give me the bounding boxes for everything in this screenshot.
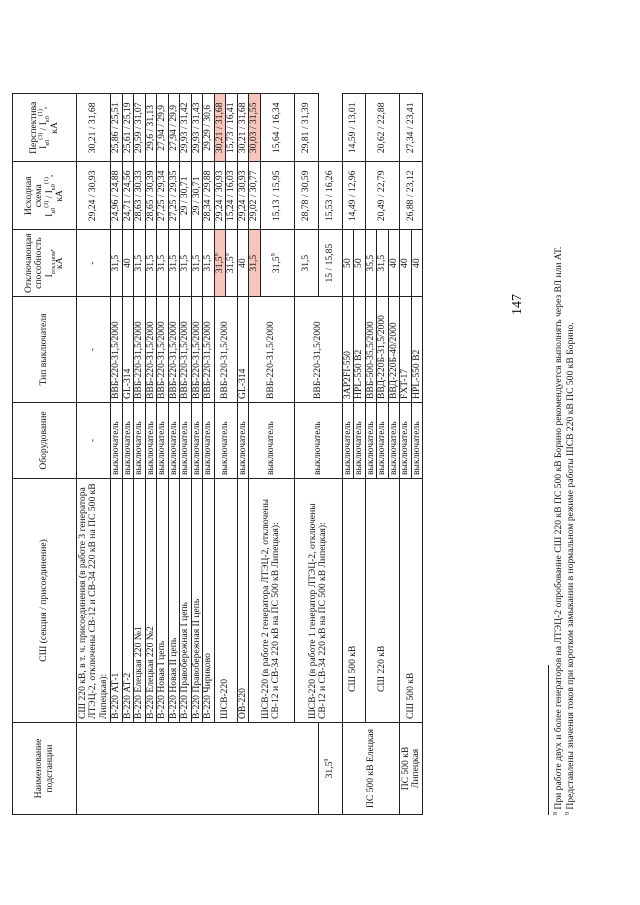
cell-initial: 28,65 / 30,39 [145,162,157,230]
header-initial-formula: $I_{к0}^{(3)} / I_{к0}^{(1)}$, [43,174,57,217]
cell-initial: 29,24 / 30,93 [77,162,111,230]
table-row [249,94,261,815]
cell-capacity: 40 [411,230,423,297]
cell-section: В-220 Новая I цепь [157,479,169,723]
cell-capacity: 31,5 [180,230,192,297]
cell-prospect: 15,64 / 16,34 [260,94,294,162]
cell-switch-type: 3AP2FI-550 [342,297,354,403]
cell-section: В-220 Правобережная II цепь [191,479,203,723]
table-row [134,94,146,815]
cell-capacity: 50 [354,230,366,297]
cell-section: СШ 500 кВ [342,479,365,723]
cell-capacity: 40 [400,230,412,297]
cell-capacity: 31,5 [111,230,123,297]
cell-capacity: 31,5 [134,230,146,297]
cell-initial: 15 / 15,85 [318,230,342,297]
cell-initial: 29 / 30,71 [191,162,203,230]
cell-capacity: 31,5 [249,230,261,297]
cell-section: ШСВ-220 (в работе 1 генератор ЛТЭЦ-2, отключены СВ-12 и СВ-34 220 кВ на ПС 500 кВ Липецкая): [294,479,342,723]
header-section: СШ (секция / присоединение) [13,479,77,723]
header-breaking-capacity [13,230,77,297]
header-breaking-unit: кА [54,257,65,269]
cell-switch-type: ВВБ-220-31,5/2000 [180,297,192,403]
cell-prospect: 29,29 / 30,6 [203,94,215,162]
header-initial-unit: кА [54,190,65,202]
cell-equipment: выключатель [342,403,354,479]
cell-initial: 15,24 / 16,03 [226,162,238,230]
cell-prospect: 15,53 / 16,26 [318,162,342,230]
table-row [214,94,226,815]
cell-switch-type: ВВД-220Б-31,5/2000 [377,297,389,403]
cell-section: СШ 220 кВ, в т. ч. присоединения (в работе 3 генератора ЛТЭЦ-2, отключены СВ-12 и СВ-34 220 кВ на ПС 500 кВ Липецкая): [77,479,111,723]
header-switch-type: Тип выключателя [13,297,77,403]
table-row [191,94,203,815]
cell-equipment: выключатель [111,403,123,479]
cell-equipment: выключатель [411,403,423,479]
cell-equipment: выключатель [365,403,377,479]
cell-switch-type: GL-314 [237,297,249,403]
cell-equipment: выключатель [237,403,249,479]
cell-prospect: 25,86 / 25,51 [111,94,123,162]
cell-initial: 28,34 / 29,88 [203,162,215,230]
cell-capacity: 31,5$^9$ [260,230,294,297]
header-breaking-symbol: I [43,274,55,278]
cell-section: В-220 АТ-1 [111,479,123,723]
cell-prospect: 29,93 / 31,42 [180,94,192,162]
cell-switch-type: ВВБ-220-31,5/2000 [214,297,237,403]
header-prospect-unit: кА [48,122,60,134]
table-row [111,94,123,815]
cell-section: ОВ-220 [237,479,249,723]
cell-switch-type: ВВБ-220-31,5/2000 [134,297,146,403]
cell-prospect: 15,73 / 16,41 [226,94,238,162]
page-number: 147 [510,294,525,315]
cell-section: В-220 Елецкая 220 №2 [145,479,157,723]
cell-equipment: выключатель [157,403,169,479]
cell-prospect: 27,94 / 29,9 [168,94,180,162]
cell-switch-type: ВВБ-220-31,5/2000 [145,297,157,403]
cell-section: СШ 220 кВ [365,479,400,723]
cell-capacity: 31,5 [168,230,180,297]
cell-prospect: 27,94 / 29,9 [157,94,169,162]
cell-initial: 24,96 / 24,88 [111,162,123,230]
footnote-ref: 8 [213,253,220,257]
cell-switch-type: HPL-550 B2 [354,297,366,403]
cell-switch-type: ВВБ-220-31,5/2000 [191,297,203,403]
cell-capacity: 31,5$^9$ [226,230,238,297]
header-initial-scheme [13,162,77,230]
cell-prospect: 29,6 / 31,13 [145,94,157,162]
cell-capacity: 40 [388,230,400,297]
table-row [365,94,377,815]
table-row [77,94,111,815]
header-prospect-label: Перспектива [27,101,39,154]
cell-capacity: 35,5 [365,230,377,297]
cell-equipment: выключатель [214,403,237,479]
header-substation: Наименование подстанции [13,723,77,815]
cell-switch-type: ВВБ-500-35,5/2000 [365,297,377,403]
cell-equipment: выключатель [203,403,215,479]
table-row [237,94,249,815]
cell-initial: 24,71 / 24,56 [122,162,134,230]
cell-equipment: выключатель [388,403,400,479]
cell-equipment: выключатель [122,403,134,479]
cell-initial: 26,88 / 23,12 [400,162,423,230]
cell-substation: ПС 500 кВ Липецкая [400,723,423,815]
cell-initial: 29,02 / 30,77 [249,162,261,230]
cell-initial: 29,24 / 30,93 [214,162,226,230]
table-row [168,94,180,815]
footnote-ref: 9 [323,758,330,762]
cell-capacity: 31,5 [191,230,203,297]
cell-initial: 29 / 30,71 [180,162,192,230]
cell-prospect: 30,21 / 31,68 [237,94,249,162]
cell-section: В-220 Чириково [203,479,215,723]
header-breaking-sub: откл.ном [50,251,57,275]
header-initial-label: Исходная схема [22,176,44,216]
cell-switch-type: ВВБ-220-31,5/2000 [203,297,215,403]
cell-section: В-220 Правобережная I цепь [180,479,192,723]
table-row [342,94,354,815]
cell-substation: ПС 500 кВ Елецкая [342,723,400,815]
table-row [122,94,134,815]
header-breaking-formula: $I_{откл.ном}$, [43,248,57,278]
cell-capacity: 40 [237,230,249,297]
header-equipment: Оборудование [13,403,77,479]
cell-section: В-220 Новая II цепь [168,479,180,723]
cell-equipment: - [77,403,111,479]
cell-prospect: 29,81 / 31,39 [294,94,318,162]
cell-capacity: 31,5 [203,230,215,297]
cell-initial: 28,63 / 30,33 [134,162,146,230]
table-row [203,94,215,815]
cell-switch-type: HPL-550 B2 [411,297,423,403]
cell-initial: 20,49 / 22,79 [365,162,400,230]
cell-switch-type: ВВБ-220-31,5/2000 [111,297,123,403]
cell-equipment: выключатель [145,403,157,479]
cell-switch-type: GL-314 [122,297,134,403]
cell-initial: 14,49 / 12,96 [342,162,365,230]
header-prospect [13,94,77,162]
cell-switch-type: ВВБ-220-31,5/2000 [168,297,180,403]
table-row [157,94,169,815]
cell-capacity: 50 [342,230,354,297]
cell-switch-type: ВВБ-220-31,5/2000 [157,297,169,403]
cell-initial: 28,78 / 30,59 [294,162,318,230]
cell-prospect: 14,59 / 13,01 [342,94,365,162]
footnote-9: $^9$ Представлены значения токов при коротком замыкании в нормальном режиме работы ШСВ 220 кВ ПС 500 кВ Борино. [564,322,576,815]
table-row [180,94,192,815]
cell-equipment: выключатель [168,403,180,479]
footnote-ref: 9 [224,253,231,257]
footnote-8: $^8$ При работе двух и более генераторов на ЛТЭЦ-2 опробование СШ 220 кВ ПС 500 кВ Борино рекомендуется выполнять через ВЛ или АТ. [552,246,564,815]
table-row [145,94,157,815]
cell-switch-type: - [77,297,111,403]
cell-equipment: выключатель [249,403,295,479]
cell-section: СШ 500 кВ [400,479,423,723]
cell-prospect: 20,62 / 22,88 [365,94,400,162]
cell-initial: 27,25 / 29,35 [168,162,180,230]
cell-prospect: 25,61 / 25,19 [122,94,134,162]
header-breaking-label: Отключающая способность [22,233,44,293]
cell-capacity: 40 [122,230,134,297]
cell-equipment: выключатель [354,403,366,479]
cell-switch-type: ВВБ-220-31,5/2000 [294,297,342,403]
cell-initial: 15,13 / 15,95 [260,162,294,230]
cell-prospect: 29,59 / 31,07 [134,94,146,162]
cell-equipment: выключатель [134,403,146,479]
table-row [294,94,318,815]
cell-switch-type: ВВБ-220-31,5/2000 [249,297,295,403]
short-circuit-table [12,93,423,815]
cell-section: В-220 Елецкая 220 №1 [134,479,146,723]
cell-section: В-220 АТ-2 [122,479,134,723]
cell-prospect: 30,21 / 31,68 [77,94,111,162]
cell-prospect: 29,93 / 31,43 [191,94,203,162]
cell-substation-empty [77,723,319,815]
cell-capacity: 31,5$^8$ [214,230,226,297]
cell-capacity: 31,5 [157,230,169,297]
cell-section: ШСВ-220 [214,479,237,723]
cell-initial: 27,25 / 29,34 [157,162,169,230]
cell-equipment: выключатель [191,403,203,479]
cell-capacity: 31,5 [145,230,157,297]
cell-capacity: 31,5 [377,230,389,297]
footnote-ref: 9 [270,253,277,257]
footnote-divider [548,665,549,815]
header-prospect-formula: $I_{к0}^{(3)} / I_{к0}^{(1)}$, [38,106,52,149]
cell-switch-type: ВВД-220Б-40/2000 [388,297,400,403]
cell-equipment: выключатель [180,403,192,479]
cell-section: ШСВ-220 (в работе 2 генератора ЛТЭЦ-2, отключены СВ-12 и СВ-34 220 кВ на ПС 500 кВ Липецкая): [249,479,295,723]
cell-prospect: 30,03 / 31,55 [249,94,261,162]
cell-equipment: выключатель [400,403,412,479]
table-header-row [13,94,77,815]
cell-prospect: 27,34 / 23,41 [400,94,423,162]
cell-equipment: выключатель [294,403,342,479]
cell-prospect: 30,21 / 31,68 [214,94,226,162]
cell-initial: 29,24 / 30,93 [237,162,249,230]
cell-equipment: выключатель [377,403,389,479]
cell-switch-type: FXT-17 [400,297,412,403]
table-row [400,94,412,815]
cell-capacity: - [77,230,111,297]
cell-capacity: 31,5 [294,230,318,297]
cell-capacity: 31,5$^9$ [318,723,342,815]
